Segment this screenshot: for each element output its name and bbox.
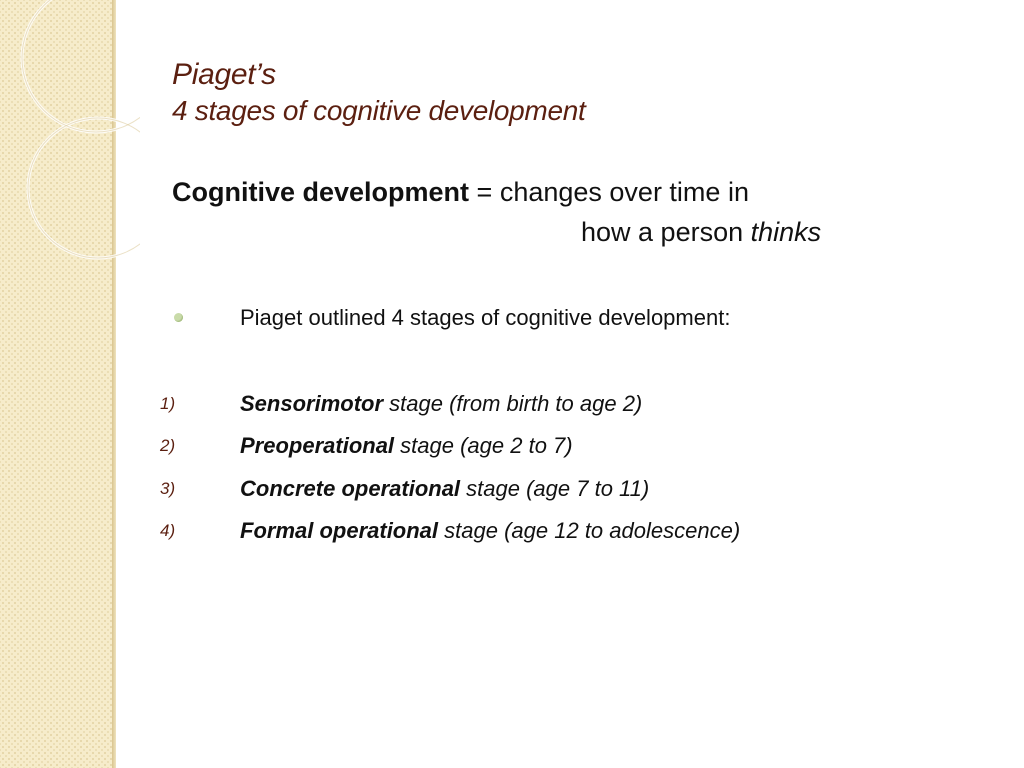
stage-number: 4): [160, 521, 176, 540]
bullet-text: Piaget outlined 4 stages of cognitive development:: [240, 305, 731, 330]
stage-name: Concrete operational: [240, 476, 461, 501]
stage-text: [240, 430, 573, 462]
stage-detail: stage (age 12 to adolescence): [438, 518, 741, 543]
stage-detail: stage (age 7 to 11): [460, 476, 650, 501]
definition-line-2: [581, 212, 821, 252]
stage-number: 3): [160, 479, 176, 498]
title-main: Piaget’s: [172, 58, 276, 91]
stage-text: [240, 515, 740, 547]
stage-text: [240, 473, 649, 505]
stage-name: Sensorimotor: [240, 391, 384, 416]
stage-number: 2): [160, 436, 176, 455]
stage-detail: stage (from birth to age 2): [383, 391, 643, 416]
definition-block: [172, 172, 822, 247]
definition-equals: =: [469, 177, 500, 207]
title-subtitle: 4 stages of cognitive development: [172, 95, 586, 126]
definition-term: Cognitive development: [172, 177, 470, 207]
decorative-swirl-icon: [0, 0, 140, 300]
stage-detail: stage (age 2 to 7): [394, 433, 573, 458]
definition-text-1: changes over time in: [499, 177, 749, 207]
stage-name: Preoperational: [240, 433, 395, 458]
definition-emphasis: thinks: [750, 217, 822, 247]
definition-line-1: [172, 172, 749, 212]
stage-number: 1): [160, 394, 176, 413]
slide-title: [172, 56, 585, 128]
stage-name: Formal operational: [240, 518, 439, 543]
stage-text: [240, 388, 642, 420]
bullet-dot-icon: [174, 313, 183, 322]
definition-text-2: how a person: [581, 217, 751, 247]
